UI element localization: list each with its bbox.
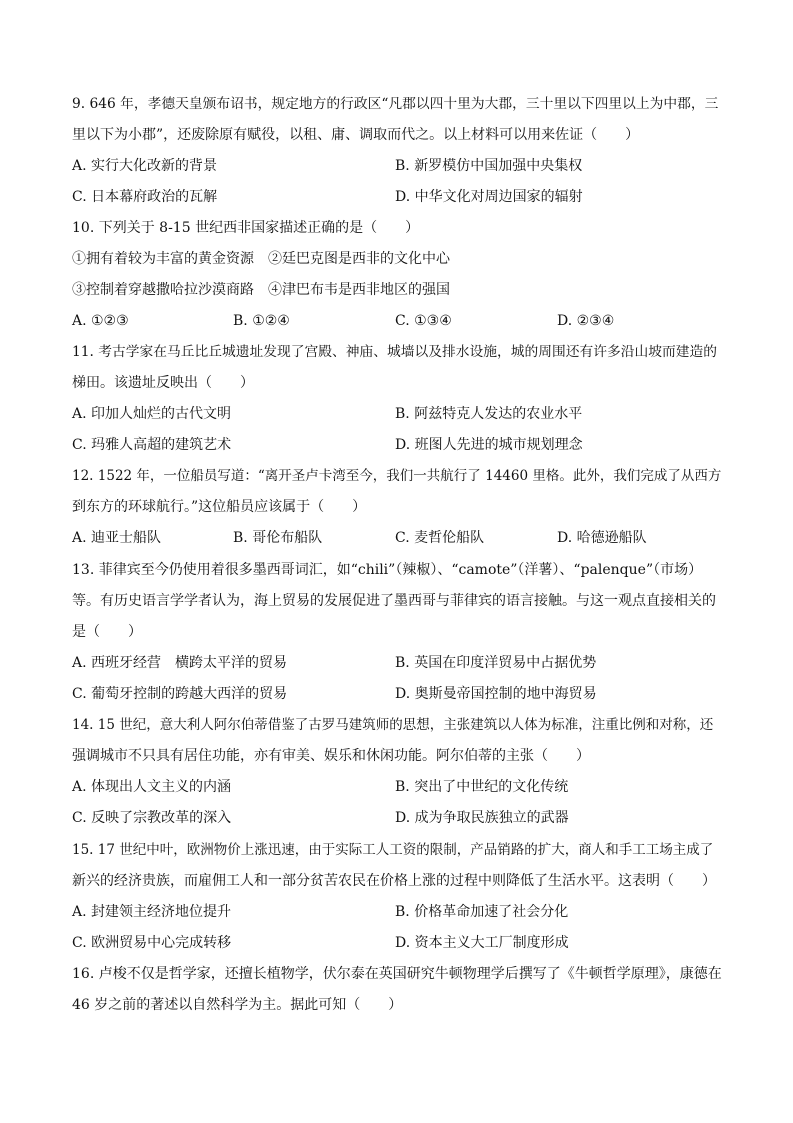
- stem-line: 到东方的环球航行。”这位船员应该属于（ ）: [72, 499, 367, 515]
- question-11: [72, 337, 722, 461]
- stem-line: 10. 下列关于 8-15 世纪西非国家描述正确的是（ ）: [72, 220, 420, 236]
- option-b[interactable]: B. 阿兹特克人发达的农业水平: [395, 406, 583, 422]
- option-c[interactable]: C. 麦哲伦船队: [395, 530, 485, 546]
- options: [72, 399, 722, 461]
- options: [72, 648, 722, 710]
- stem-line: 11. 考古学家在马丘比丘城遗址发现了宫殿、神庙、城墙以及排水设施，城的周围还有许多沿山坡而建造的: [72, 344, 717, 360]
- question-stem: [72, 461, 722, 523]
- stem-line: 14. 15 世纪，意大利人阿尔伯蒂借鉴了古罗马建筑师的思想，主张建筑以人体为标准，注重比例和对称，还: [72, 717, 714, 733]
- option-d[interactable]: D. 成为争取民族独立的武器: [395, 810, 569, 826]
- option-d[interactable]: D. 中华文化对周边国家的辐射: [395, 189, 583, 205]
- option-b[interactable]: B. 新罗模仿中国加强中央集权: [395, 158, 583, 174]
- question-stem: [72, 213, 722, 306]
- option-d[interactable]: D. 班图人先进的城市规划理念: [395, 437, 583, 453]
- option-d[interactable]: D. 奥斯曼帝国控制的地中海贸易: [395, 686, 597, 702]
- option-a[interactable]: A. 印加人灿烂的古代文明: [72, 406, 232, 422]
- option-c[interactable]: C. ①③④: [395, 313, 452, 329]
- question-stem: [72, 555, 722, 648]
- stem-line: 16. 卢梭不仅是哲学家，还擅长植物学，伏尔泰在英国研究牛顿物理学后撰写了《牛顿哲学原理》，康德在: [72, 966, 722, 982]
- stem-line: 新兴的经济贵族，而雇佣工人和一部分贫苦农民在价格上涨的过程中则降低了生活水平。这表明（ ）: [72, 873, 716, 889]
- option-c[interactable]: C. 欧洲贸易中心完成转移: [72, 935, 232, 951]
- stem-line: ③控制着穿越撒哈拉沙漠商路 ④津巴布韦是西非地区的强国: [72, 282, 450, 298]
- option-a[interactable]: A. 迪亚士船队: [72, 530, 162, 546]
- option-a[interactable]: A. 体现出人文主义的内涵: [72, 779, 232, 795]
- question-stem: [72, 959, 722, 1021]
- option-b[interactable]: B. 英国在印度洋贸易中占据优势: [395, 655, 597, 671]
- options: [72, 523, 722, 554]
- option-b[interactable]: B. 价格革命加速了社会分化: [395, 904, 569, 920]
- stem-line: 9. 646 年，孝德天皇颁布诏书，规定地方的行政区“凡郡以四十里为大郡，三十里以下四里以上为中郡，三: [72, 96, 719, 112]
- option-d[interactable]: D. 哈德逊船队: [557, 530, 647, 546]
- question-16: [72, 959, 722, 1021]
- stem-line: 12. 1522 年，一位船员写道：“离开圣卢卡湾至今，我们一共航行了 14460 里格。此外，我们完成了从西方: [72, 468, 722, 484]
- options: [72, 151, 722, 213]
- option-a[interactable]: A. 西班牙经营 横跨太平洋的贸易: [72, 655, 288, 671]
- question-12: [72, 461, 722, 554]
- stem-line: 里以下为小郡”，还废除原有赋役，以租、庸、调取而代之。以上材料可以用来佐证（ ）: [72, 127, 640, 143]
- question-15: [72, 835, 722, 959]
- stem-line: 等。有历史语言学学者认为，海上贸易的发展促进了墨西哥与菲律宾的语言接触。与这一观点直接相关的: [72, 593, 716, 609]
- stem-line: 是（ ）: [72, 624, 142, 640]
- question-stem: [72, 337, 722, 399]
- question-9: [72, 89, 722, 213]
- option-a[interactable]: A. 实行大化改新的背景: [72, 158, 218, 174]
- option-c[interactable]: C. 日本幕府政治的瓦解: [72, 189, 218, 205]
- stem-line: ①拥有着较为丰富的黄金资源 ②廷巴克图是西非的文化中心: [72, 251, 450, 267]
- option-a[interactable]: A. 封建领主经济地位提升: [72, 904, 232, 920]
- options: [72, 897, 722, 959]
- option-b[interactable]: B. 哥伦布船队: [233, 530, 323, 546]
- question-stem: [72, 710, 722, 772]
- options: [72, 772, 722, 834]
- stem-line: 15. 17 世纪中叶，欧洲物价上涨迅速，由于实际工人工资的限制，产品销路的扩大，商人和手工工场主成了: [72, 842, 714, 858]
- question-10: [72, 213, 722, 337]
- stem-line: 梯田。该遗址反映出（ ）: [72, 375, 254, 391]
- stem-line: 13. 菲律宾至今仍使用着很多墨西哥词汇，如“chili”（辣椒）、“camote”（洋薯）、“palenque”（市场）: [72, 562, 703, 578]
- question-13: [72, 555, 722, 710]
- stem-line: 46 岁之前的著述以自然科学为主。据此可知（ ）: [72, 997, 403, 1013]
- option-b[interactable]: B. ①②④: [233, 313, 290, 329]
- option-c[interactable]: C. 葡萄牙控制的跨越大西洋的贸易: [72, 686, 288, 702]
- options: [72, 306, 722, 337]
- option-c[interactable]: C. 玛雅人高超的建筑艺术: [72, 437, 232, 453]
- question-stem: [72, 835, 722, 897]
- option-d[interactable]: D. 资本主义大工厂制度形成: [395, 935, 569, 951]
- option-d[interactable]: D. ②③④: [557, 313, 615, 329]
- question-14: [72, 710, 722, 834]
- stem-line: 强调城市不只具有居住功能，亦有审美、娱乐和休闲功能。阿尔伯蒂的主张（ ）: [72, 748, 590, 764]
- question-stem: [72, 89, 722, 151]
- option-b[interactable]: B. 突出了中世纪的文化传统: [395, 779, 569, 795]
- option-c[interactable]: C. 反映了宗教改革的深入: [72, 810, 232, 826]
- option-a[interactable]: A. ①②③: [72, 313, 129, 329]
